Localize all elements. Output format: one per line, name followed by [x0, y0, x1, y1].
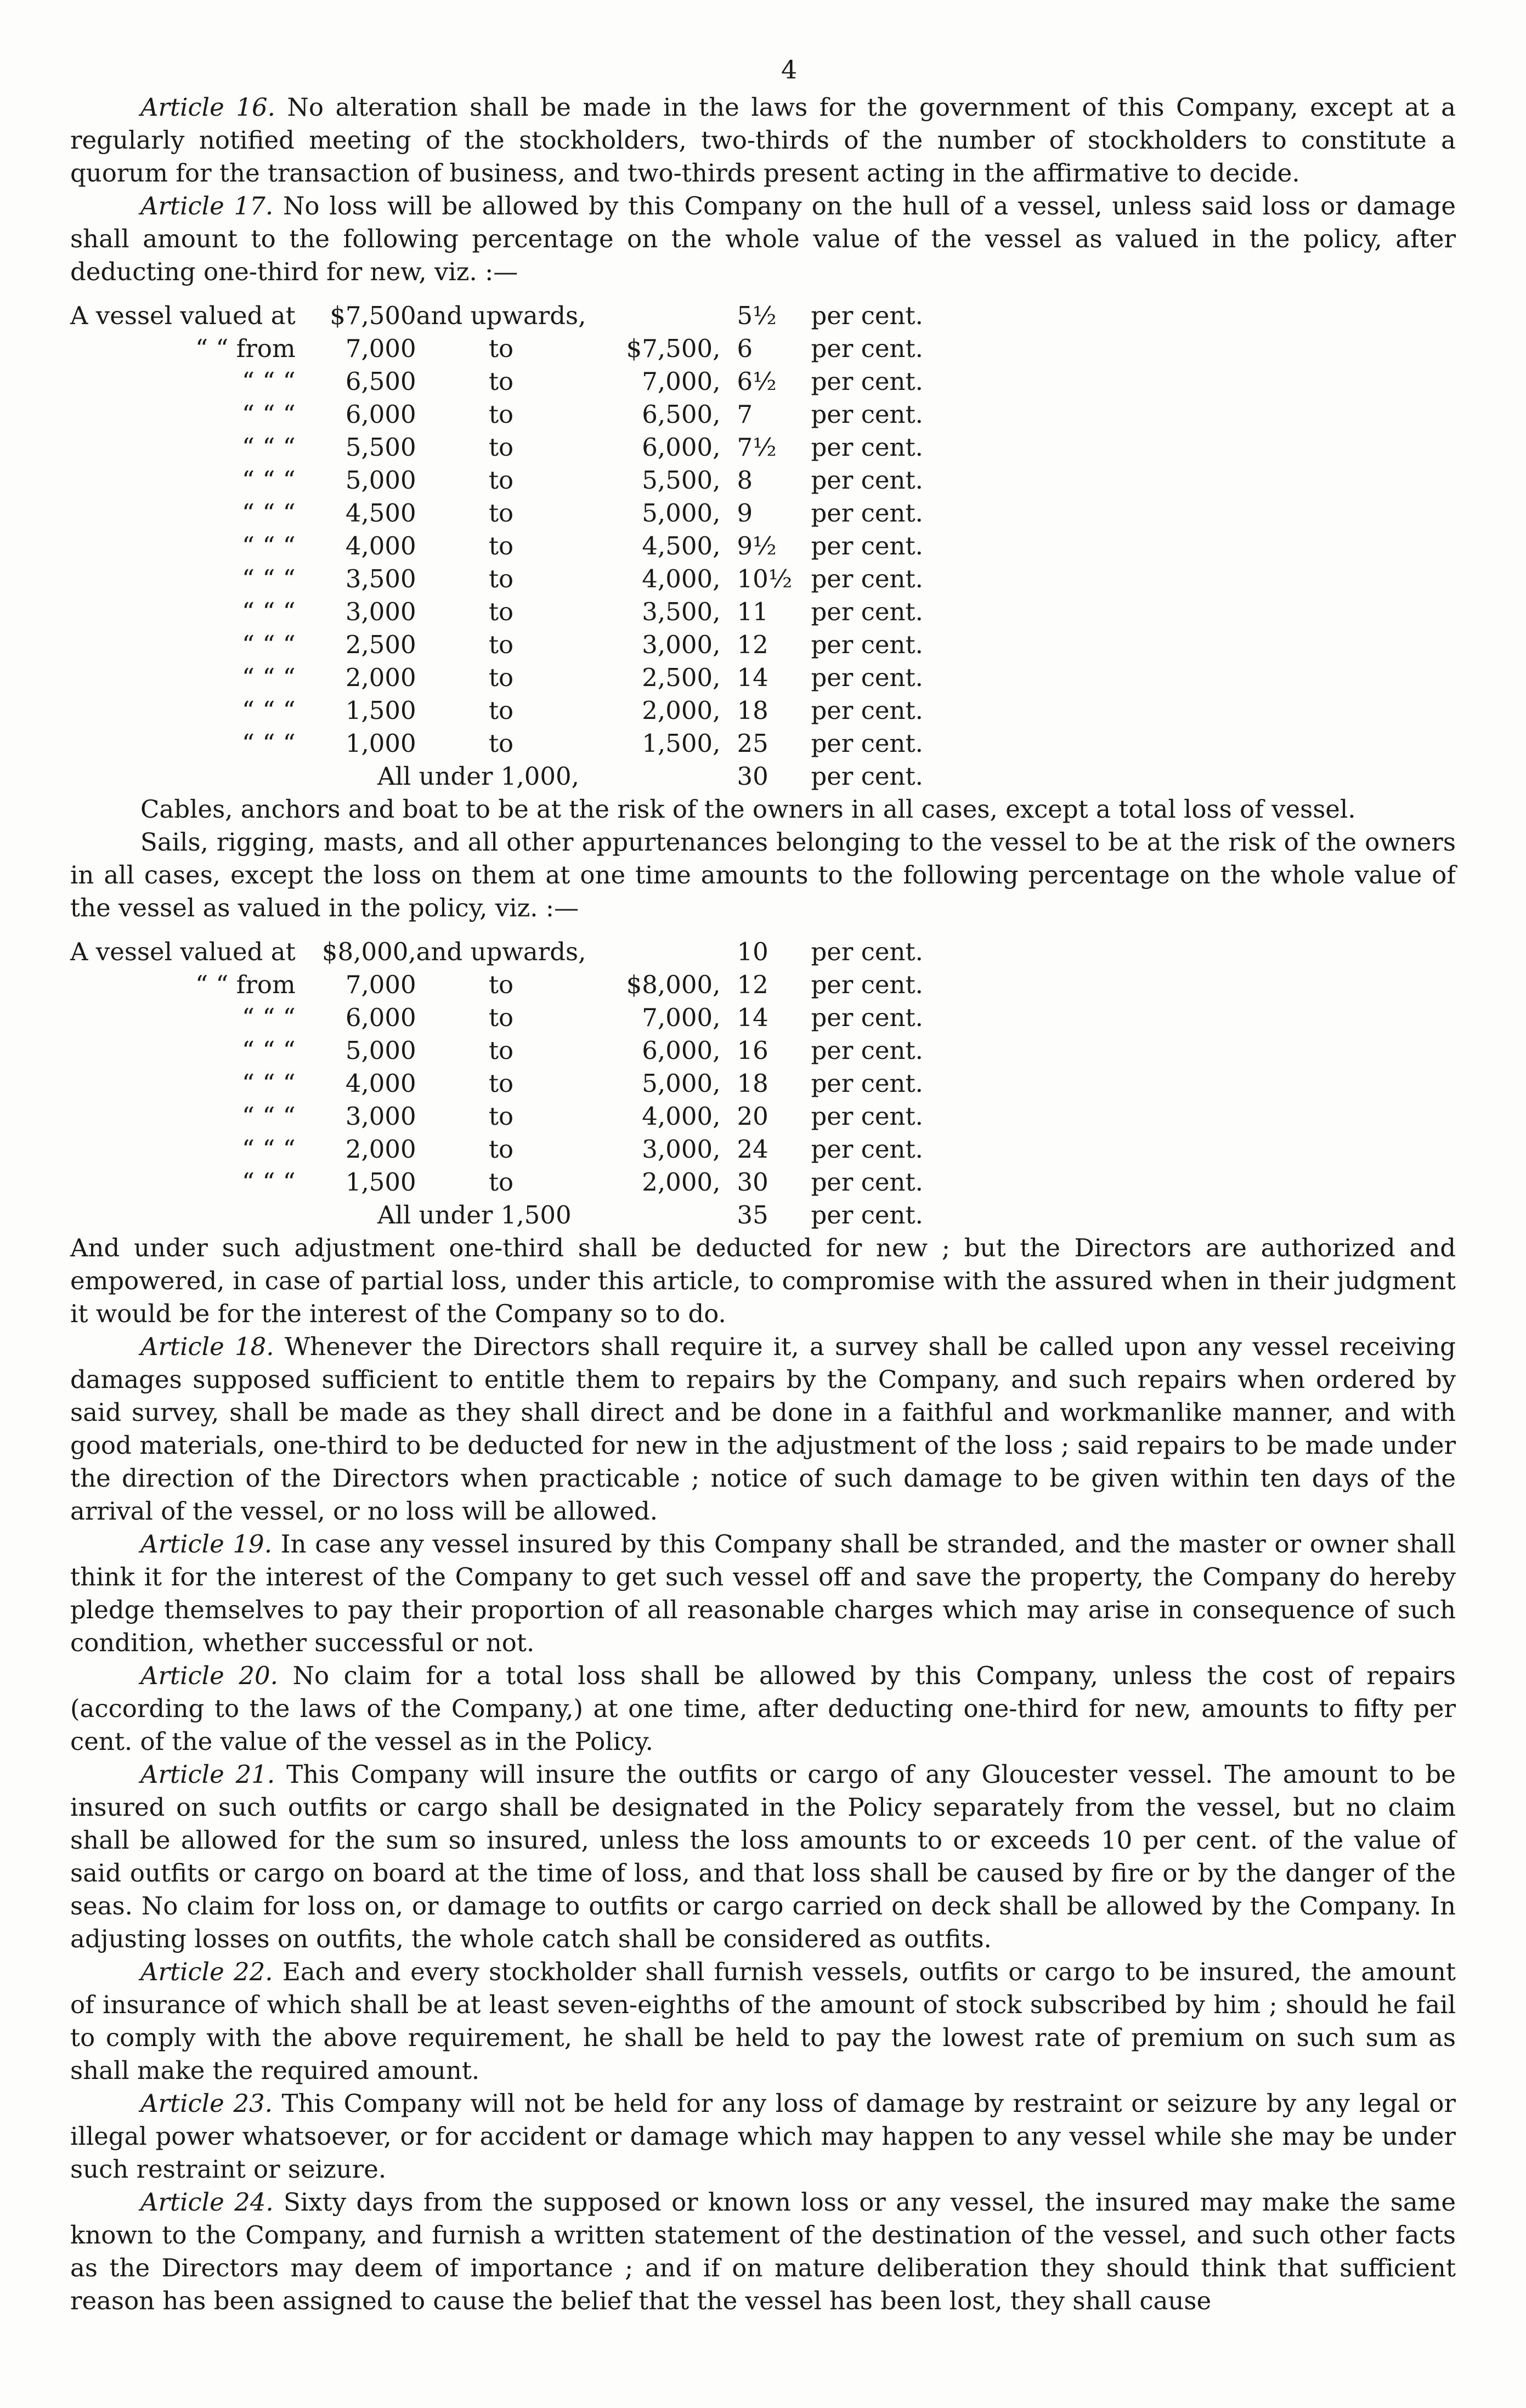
- row-prefix: “ “ “: [242, 433, 296, 462]
- article-text: This Company will not be held for any loss of damage by restraint or seizure by any legal or illegal power whatsoever, or for accident or damage which may happen to any vessel while she may be under such restraint or seizure.: [70, 2089, 1456, 2184]
- row-value-from: 4,000: [345, 531, 416, 560]
- article-label: Article 16.: [140, 93, 275, 122]
- row-prefix: “ “ “: [242, 1168, 296, 1197]
- row-value-to: $7,500,: [626, 334, 721, 363]
- row-value-to: 1,500,: [642, 729, 721, 758]
- row-prefix: “ “ “: [242, 597, 296, 626]
- article-label: Article 17.: [140, 191, 274, 220]
- article-23: [70, 2087, 1456, 2186]
- article-label: Article 23.: [140, 2089, 273, 2118]
- row-prefix: “ “ “: [242, 367, 296, 396]
- row-prefix: “ “ “: [242, 400, 296, 429]
- row-value-from: 5,000: [345, 466, 416, 495]
- row-percentage: 10½: [737, 564, 793, 593]
- row-prefix: “ “ “: [242, 531, 296, 560]
- article-16: [70, 91, 1456, 190]
- row-connector: to: [488, 630, 514, 659]
- row-unit: per cent.: [811, 433, 923, 462]
- article-text: This Company will insure the outfits or cargo of any Gloucester vessel. The amount to be insured on such outfits or cargo shall be designated in the Policy separately from the vessel, but no claim shall be allowed for the sum so insured, unless the loss amounts to or exceeds 10 per cent. of the value of said outfits or cargo on board at the time of loss, and that loss shall be caused by fire or by the danger of the seas. No claim for loss on, or damage to outfits or cargo carried on deck shall be allowed by the Company. In adjusting losses on outfits, the whole catch shall be considered as outfits.: [70, 1760, 1456, 1953]
- row-value-to: 7,000,: [642, 1003, 721, 1032]
- row-percentage: 25: [737, 729, 768, 758]
- row-unit: per cent.: [811, 367, 923, 396]
- row-prefix: A vessel valued at: [70, 301, 296, 330]
- row-percentage: 12: [737, 970, 768, 999]
- row-connector: to: [488, 433, 514, 462]
- row-value-to: 4,500,: [642, 531, 721, 560]
- row-percentage: 35: [737, 1200, 768, 1230]
- row-percentage: 18: [737, 1069, 768, 1098]
- row-value-to: 3,500,: [642, 597, 721, 626]
- row-label: All under 1,500: [377, 1200, 572, 1230]
- row-percentage: 24: [737, 1135, 768, 1164]
- row-value-to: 2,500,: [642, 663, 721, 692]
- article-text: Each and every stockholder shall furnish vessels, outfits or cargo to be insured, the amount of insurance of which shall be at least seven-eighths of the amount of stock subscribed by him ; should he fail to comply with the above requirement, he shall be held to pay the lowest rate of premium on such sum as shall make the required amount.: [70, 1957, 1456, 2085]
- row-value-to: 4,000,: [642, 1102, 721, 1131]
- row-prefix: “ “ “: [242, 498, 296, 528]
- row-value-to: [586, 936, 720, 968]
- row-value-from: 3,000: [345, 597, 416, 626]
- row-connector: and upwards,: [416, 301, 586, 330]
- block-articles-18-24: [70, 1232, 1456, 2318]
- row-prefix: “ “ from: [195, 970, 296, 999]
- row-percentage: 18: [737, 696, 768, 725]
- row-prefix: “ “ “: [242, 663, 296, 692]
- row-value-from: 2,000: [345, 1135, 416, 1164]
- hull-loss-table: [70, 299, 937, 793]
- rate-row: [70, 1034, 937, 1067]
- row-value-to: 6,000,: [642, 1036, 721, 1065]
- row-percentage: 30: [737, 762, 768, 791]
- row-percentage: 14: [737, 1003, 768, 1032]
- row-percentage: 20: [737, 1102, 768, 1131]
- rate-row: [70, 694, 937, 727]
- article-text: No loss will be allowed by this Company on the hull of a vessel, unless said loss or damage shall amount to the following percentage on the whole value of the vessel as valued in the policy, after deducting one-third for new, viz. :—: [70, 191, 1456, 286]
- rate-row: [70, 398, 937, 431]
- row-percentage: 30: [737, 1168, 768, 1197]
- row-value-from: 6,000: [345, 400, 416, 429]
- row-value-to: 2,000,: [642, 1168, 721, 1197]
- row-connector: to: [488, 367, 514, 396]
- row-connector: to: [488, 531, 514, 560]
- row-percentage: 16: [737, 1036, 768, 1065]
- article-text: In case any vessel insured by this Company shall be stranded, and the master or owner shall think it for the interest of the Company to get such vessel off and save the property, the Company do hereby pledge themselves to pay their proportion of all reasonable charges which may arise in consequence of such condition, whether successful or not.: [70, 1529, 1456, 1657]
- row-connector: to: [488, 1003, 514, 1032]
- rate-row: [70, 563, 937, 596]
- cables-paragraph: Cables, anchors and boat to be at the risk of the owners in all cases, except a total loss of vessel.: [140, 795, 1356, 824]
- row-connector: to: [488, 1036, 514, 1065]
- article-18: [70, 1330, 1456, 1528]
- row-unit: per cent.: [811, 1069, 923, 1098]
- row-prefix: “ “ “: [242, 1135, 296, 1164]
- row-unit: per cent.: [811, 696, 923, 725]
- article-label: Article 21.: [140, 1760, 275, 1789]
- article-label: Article 22.: [140, 1957, 273, 1986]
- row-unit: per cent.: [811, 564, 923, 593]
- article-17: [70, 190, 1456, 288]
- rate-row: [70, 530, 937, 563]
- rate-row: [70, 431, 937, 464]
- row-unit: per cent.: [811, 1102, 923, 1131]
- row-percentage: 10: [737, 937, 768, 966]
- row-percentage: 6: [737, 334, 753, 363]
- rate-row-last: [70, 760, 937, 793]
- row-value-to: 5,000,: [642, 1069, 721, 1098]
- row-percentage: 7: [737, 400, 753, 429]
- row-prefix: “ “ “: [242, 630, 296, 659]
- row-unit: per cent.: [811, 663, 923, 692]
- row-connector: to: [488, 729, 514, 758]
- row-unit: per cent.: [811, 466, 923, 495]
- row-prefix: “ “ from: [195, 334, 296, 363]
- row-connector: to: [488, 1135, 514, 1164]
- row-value-to: 2,000,: [642, 696, 721, 725]
- row-connector: to: [488, 1168, 514, 1197]
- row-value-from: 5,000: [345, 1036, 416, 1065]
- row-connector: to: [488, 970, 514, 999]
- document-page: [70, 0, 1456, 2408]
- row-label: All under 1,000,: [377, 762, 579, 791]
- rate-row-last: [70, 1199, 937, 1232]
- rate-row: [70, 596, 937, 628]
- row-connector: to: [488, 1069, 514, 1098]
- row-connector: to: [488, 696, 514, 725]
- row-unit: per cent.: [811, 301, 923, 330]
- row-percentage: 7½: [737, 433, 777, 462]
- row-unit: per cent.: [811, 630, 923, 659]
- adjustment-paragraph: And under such adjustment one-third shall be deducted for new ; but the Directors are authorized and empowered, in case of partial loss, under this article, to compromise with the assured when in their judgment it would be for the interest of the Company so to do.: [70, 1233, 1456, 1328]
- row-percentage: 5½: [737, 301, 777, 330]
- article-label: Article 19.: [140, 1529, 272, 1559]
- rate-row: [70, 1067, 937, 1100]
- block-articles-16-17: [70, 91, 1456, 288]
- row-connector: to: [488, 400, 514, 429]
- row-prefix: “ “ “: [242, 1102, 296, 1131]
- article-text: No alteration shall be made in the laws for the government of this Company, except at a regularly notified meeting of the stockholders, two-thirds of the number of stockholders to constitute a quorum for the transaction of business, and two-thirds present acting in the affirmative to decide.: [70, 93, 1456, 188]
- article-24: [70, 2186, 1456, 2318]
- row-unit: per cent.: [811, 1200, 923, 1230]
- row-value-from: 2,000: [345, 663, 416, 692]
- row-prefix: “ “ “: [242, 1003, 296, 1032]
- row-percentage: 12: [737, 630, 768, 659]
- row-value-to: 6,500,: [642, 400, 721, 429]
- article-label: Article 18.: [140, 1332, 274, 1361]
- rate-row: [70, 332, 937, 365]
- row-unit: per cent.: [811, 400, 923, 429]
- rate-row: [70, 1001, 937, 1034]
- row-value-from: 6,000: [345, 1003, 416, 1032]
- rate-row: [70, 365, 937, 398]
- row-connector: to: [488, 334, 514, 363]
- row-value-to: 5,000,: [642, 498, 721, 528]
- rate-row: [70, 464, 937, 497]
- row-unit: per cent.: [811, 1036, 923, 1065]
- row-percentage: 11: [737, 597, 768, 626]
- article-text: No claim for a total loss shall be allowed by this Company, unless the cost of repairs (according to the laws of the Company,) at one time, after deducting one-third for new, amounts to fifty per cent. of the value of the vessel as in the Policy.: [70, 1661, 1456, 1756]
- row-value-from: 1,500: [345, 696, 416, 725]
- rate-row: [70, 968, 937, 1001]
- row-prefix: “ “ “: [242, 1069, 296, 1098]
- rate-row: [70, 628, 937, 661]
- row-value-from: 7,000: [345, 970, 416, 999]
- row-percentage: 8: [737, 466, 753, 495]
- row-unit: per cent.: [811, 937, 923, 966]
- row-value-to: 7,000,: [642, 367, 721, 396]
- page-number: 4: [781, 55, 798, 84]
- row-prefix: A vessel valued at: [70, 937, 296, 966]
- row-value-from: 4,500: [345, 498, 416, 528]
- rate-row: [70, 1100, 937, 1133]
- row-unit: per cent.: [811, 1135, 923, 1164]
- rate-row: [70, 661, 937, 694]
- row-value-from: 3,000: [345, 1102, 416, 1131]
- row-percentage: 9½: [737, 531, 777, 560]
- row-value-to: 5,500,: [642, 466, 721, 495]
- row-percentage: 9: [737, 498, 753, 528]
- row-prefix: “ “ “: [242, 696, 296, 725]
- row-connector: to: [488, 1102, 514, 1131]
- row-value-from: $7,500: [330, 301, 416, 330]
- article-19: [70, 1528, 1456, 1659]
- row-value-to: 3,000,: [642, 1135, 721, 1164]
- rate-row: [70, 497, 937, 530]
- row-unit: per cent.: [811, 498, 923, 528]
- row-value-to: $8,000,: [626, 970, 721, 999]
- row-unit: per cent.: [811, 970, 923, 999]
- row-value-to: 4,000,: [642, 564, 721, 593]
- row-value-to: 6,000,: [642, 433, 721, 462]
- row-prefix: “ “ “: [242, 466, 296, 495]
- rate-row: [70, 1166, 937, 1199]
- row-connector: to: [488, 498, 514, 528]
- article-text: Whenever the Directors shall require it, a survey shall be called upon any vessel receiving damages supposed sufficient to entitle them to repairs by the Company, and such repairs when ordered by said survey, shall be made as they shall direct and be done in a faithful and workmanlike manner, and with good materials, one-third to be deducted for new in the adjustment of the loss ; said repairs to be made under the direction of the Directors when practicable ; notice of such damage to be given within ten days of the arrival of the vessel, or no loss will be allowed.: [70, 1332, 1456, 1526]
- row-value-from: 1,500: [345, 1168, 416, 1197]
- row-value-to: [586, 299, 720, 332]
- article-label: Article 24.: [140, 2188, 274, 2217]
- row-prefix: “ “ “: [242, 564, 296, 593]
- rate-row: [70, 727, 937, 760]
- row-value-to: 3,000,: [642, 630, 721, 659]
- rate-row: [70, 299, 937, 332]
- row-percentage: 6½: [737, 367, 777, 396]
- row-value-from: 4,000: [345, 1069, 416, 1098]
- row-connector: and upwards,: [416, 937, 586, 966]
- row-unit: per cent.: [811, 762, 923, 791]
- row-value-from: 5,500: [345, 433, 416, 462]
- rate-row: [70, 936, 937, 968]
- row-unit: per cent.: [811, 729, 923, 758]
- row-value-from: $8,000,: [321, 937, 416, 966]
- row-connector: to: [488, 466, 514, 495]
- rate-row: [70, 1133, 937, 1166]
- article-20: [70, 1659, 1456, 1758]
- row-connector: to: [488, 564, 514, 593]
- row-connector: to: [488, 663, 514, 692]
- row-unit: per cent.: [811, 597, 923, 626]
- article-22: [70, 1956, 1456, 2087]
- row-unit: per cent.: [811, 1168, 923, 1197]
- block-cables-sails: [70, 793, 1456, 925]
- sails-loss-table: [70, 936, 937, 1232]
- row-percentage: 14: [737, 663, 768, 692]
- row-unit: per cent.: [811, 334, 923, 363]
- row-prefix: “ “ “: [242, 1036, 296, 1065]
- row-value-from: 2,500: [345, 630, 416, 659]
- row-unit: per cent.: [811, 1003, 923, 1032]
- row-value-from: 3,500: [345, 564, 416, 593]
- row-value-from: 1,000: [345, 729, 416, 758]
- article-label: Article 20.: [140, 1661, 278, 1690]
- row-prefix: “ “ “: [242, 729, 296, 758]
- row-value-from: 7,000: [345, 334, 416, 363]
- row-connector: to: [488, 597, 514, 626]
- row-unit: per cent.: [811, 531, 923, 560]
- article-21: [70, 1758, 1456, 1956]
- article-text: Sixty days from the supposed or known loss or any vessel, the insured may make the same known to the Company, and furnish a written statement of the destination of the vessel, and such other facts as the Directors may deem of importance ; and if on mature deliberation they should think that sufficient reason has been assigned to cause the belief that the vessel has been lost, they shall cause: [70, 2188, 1456, 2315]
- row-value-from: 6,500: [345, 367, 416, 396]
- sails-paragraph: Sails, rigging, masts, and all other appurtenances belonging to the vessel to be at the risk of the owners in all cases, except the loss on them at one time amounts to the following percentage on the whole value of the vessel as valued in the policy, viz. :—: [70, 828, 1456, 922]
